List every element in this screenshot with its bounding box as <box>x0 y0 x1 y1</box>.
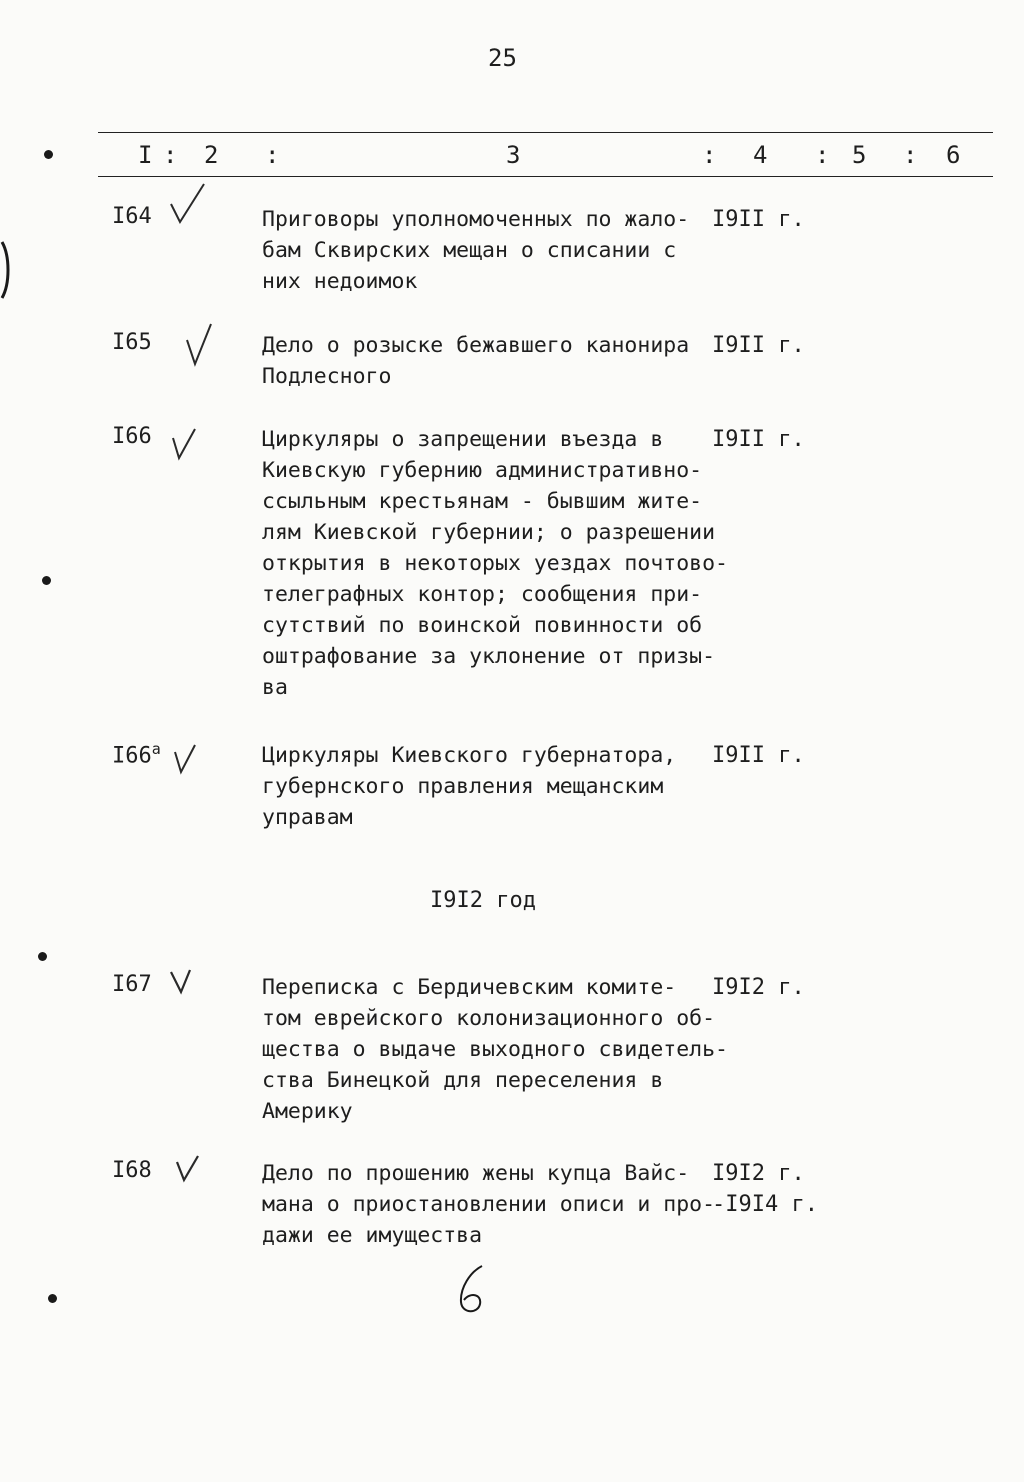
sheet-number <box>452 1262 492 1322</box>
checkmark-icon <box>184 322 214 368</box>
page-edge-mark <box>0 240 14 300</box>
binding-hole-mark <box>44 150 53 159</box>
checkmark-icon <box>174 1154 202 1184</box>
entry-year: I9II г. <box>712 207 805 232</box>
header-sep: : <box>265 141 280 169</box>
entry-year: I9II г. <box>712 427 805 452</box>
checkmark-icon <box>170 426 198 462</box>
entry-year: I9I2 г. -I9I4 г. <box>712 1161 818 1217</box>
section-heading: I9I2 год <box>430 888 536 913</box>
entry-number: I68 <box>112 1158 152 1183</box>
binding-hole-mark <box>48 1294 57 1303</box>
entry-description: Переписка с Бердичевским комите- том еврейского колонизационного об- щества о выдаче выходного свидетель- ства Бинецкой для переселения в Америку <box>262 975 728 1124</box>
entry-year: I9II г. <box>712 743 805 768</box>
entry-description: Циркуляры о запрещении въезда в Киевскую губернию административно- ссыльным крестьянам - бывшим жите- лям Киевской губернии; о разрешении открытия в некоторых уездах почтово- телеграфных контор; сообщения при- сутствий по воинской повинности об оштрафование за уклонение от призы- ва <box>262 427 728 700</box>
checkmark-icon <box>168 182 208 226</box>
entry-description: Дело о розыске бежавшего канонира Подлесного <box>262 333 690 389</box>
entry-number: I65 <box>112 330 152 355</box>
header-top-rule <box>98 132 993 133</box>
entry-number: $I66^а$ <box>112 740 161 769</box>
header-sep: : <box>163 141 178 169</box>
header-sep: : <box>702 141 717 169</box>
header-col-3: 3 <box>506 141 521 169</box>
entry-number: I66 <box>112 424 152 449</box>
entry-description: Дело по прошению жены купца Вайс- мана о приостановлении описи и про- дажи ее имущества <box>262 1161 716 1248</box>
page-number: 25 <box>488 44 517 72</box>
checkmark-icon <box>172 742 198 776</box>
entry-description: Приговоры уполномоченных по жало- бам Сквирских мещан о списании с них недоимок <box>262 207 690 294</box>
header-col-6: 6 <box>946 141 961 169</box>
header-col-4: 4 <box>753 141 768 169</box>
entry-number: I64 <box>112 204 152 229</box>
entry-year: I9I2 г. <box>712 975 805 1000</box>
header-sep: : <box>903 141 918 169</box>
entry-number: I67 <box>112 972 152 997</box>
binding-hole-mark <box>42 576 51 585</box>
header-bottom-rule <box>98 176 993 177</box>
handwritten-six <box>452 1262 492 1318</box>
header-col-2: 2 <box>204 141 219 169</box>
header-sep: : <box>815 141 830 169</box>
entry-year: I9II г. <box>712 333 805 358</box>
header-col-5: 5 <box>852 141 867 169</box>
entry-description: Циркуляры Киевского губернатора, губернского правления мещанским управам <box>262 743 677 830</box>
binding-hole-mark <box>38 952 47 961</box>
header-col-1: I <box>138 141 153 169</box>
checkmark-icon <box>168 968 196 996</box>
